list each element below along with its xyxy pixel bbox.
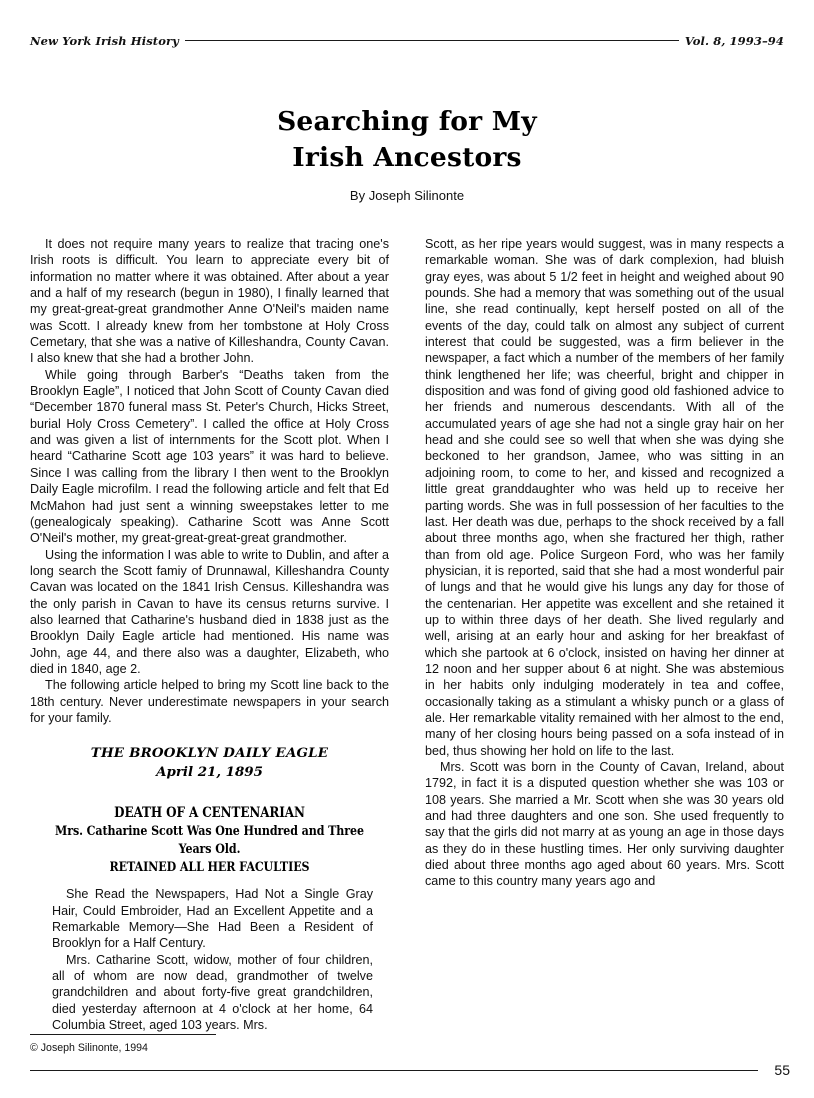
byline: By Joseph Silinonte xyxy=(349,188,465,204)
paragraph: Mrs. Catharine Scott, widow, mother of four children, all of whom are now dead, grandmother of twelve grandchildren and about forty-five great grandchildren, died yesterday afternoon at 4 o'clock at her home, 64 Columbia Street, aged 103 years. Mrs. xyxy=(52,952,373,1033)
newspaper-date: April 21, 1895 xyxy=(156,764,263,781)
paragraph: The following article helped to bring my Scott line back to the 18th century. Never underestimate newspapers in your search for your family. xyxy=(30,678,389,725)
title-block xyxy=(30,104,784,203)
copyright-footnote xyxy=(30,1034,389,1054)
running-head xyxy=(30,32,784,50)
paragraph: Using the information I was able to write to Dublin, and after a long search the Scott famiy of Drunnawal, Killeshandra County Cavan was located on the 1841 Irish Census. Killeshandra was the only parish in Cavan to have its census returns survive. I also learned that Catharine's husband died in 1838 just as the Brooklyn Daily Eagle article had mentioned. His name was John, age 44, and there also was a daughter, Elizabeth, who died in 1840, age 2. xyxy=(30,547,389,676)
paragraph: Scott, as her ripe years would suggest, was in many respects a remarkable woman. She was of dark complexion, had bluish gray eyes, was about 5 1/2 feet in height and weighed about 90 pounds. She had a memory that was something out of the usual line, she read continually, kept herself posted on all of the events of the day, could talk on almost any subject of current interest that could be suggested, was a firm believer in the newspaper, a fact which a number of the members of her family think lengthened her life; was cheerful, bright and chipper in disposition and was fond of giving good old fashioned advice to her friends and numerous descendants. With all of the accumulated years of age she had not a single gray hair on her head and she could see so well that when she was dying she beckoned to her grandson, Jamee, who was sitting in an adjoining room, to come to her, and kissed and recognized a little great granddaughter who was held up to receive her parting words. She was in full possession of her faculties to the last. Her death was due, perhaps to the shock received by a fall about three months ago, when she fractured her thigh, rather than from old age. Police Surgeon Ford, who was her family physician, it is reported, said that she had a most wonderful pair of lungs and that he would give his lungs any day for those of the centenarian. Her appetite was excellent and she retained it up to within three days of her death. She lived regularly and well, arising at an early hour and asking for her breakfast of which she partook at 6 o'clock, insisted on having her dinner at 12 noon and her supper about 6 at night. She was abstemious in her habits only indulging moderately in tea and coffee, occasionally taking as a stimulant a whisky punch or a glass of ale. Her remarkable vitality remained with her almost to the end, many of her closing hours being passed on a sofa instead of in bed, thus showing her hold on life to the last. xyxy=(425,237,784,758)
page-number: 55 xyxy=(774,1062,790,1078)
left-column xyxy=(30,236,389,1036)
paragraph: It does not require many years to realize that tracing one's Irish roots is difficult. You learn to appreciate every bit of information no matter where it was obtained. After about a year and a half of my research (begun in 1980), I finally learned that my great-great-great grandmother Anne O'Neil's maiden name was Scott. I already knew from her tombstone at Holy Cross Cemetary, that she was a native of Killeshandra, County Cavan. I also knew that she had a brother John. xyxy=(30,237,389,366)
page-title xyxy=(30,104,784,176)
paragraph: While going through Barber's “Deaths taken from the Brooklyn Eagle”, I noticed that John Scott of County Cavan died “December 1870 funeral mass St. Peter's Church, Hicks Street, burial Holy Cross Cemetery”. I called the office at Holy Cross and was given a list of internments for the Scott plot. When I heard “Catharine Scott age 103 years” it was hard to believe. Since I was calling from the library I then went to the Brooklyn Daily Eagle microfilm. I read the following article and felt that Ed McMahon had just sent a winning sweepstakes letter to me (genealogicaly speaking). Catharine Scott was Anne Scott O'Neil's mother, my great-great-great-great grandmother. xyxy=(30,367,389,546)
newspaper-kicker: RETAINED ALL HER FACULTIES xyxy=(109,859,310,875)
newspaper-masthead: THE BROOKLYN DAILY EAGLE xyxy=(90,745,329,762)
article-body xyxy=(30,236,784,1036)
footnote-rule xyxy=(30,1034,216,1035)
right-column xyxy=(425,236,784,1036)
journal-name: New York Irish History xyxy=(30,34,179,48)
newspaper-reprint-body xyxy=(30,886,389,1033)
volume-label: Vol. 8, 1993–94 xyxy=(684,34,784,48)
title-line-2: Irish Ancestors xyxy=(292,142,522,174)
footer-rule xyxy=(30,1070,758,1071)
paragraph: Mrs. Scott was born in the County of Cavan, Ireland, about 1792, in fact it is a disputed question whether she was 103 or 108 years. She married a Mr. Scott when she was 30 years old and had three daughters and one son. She used frequently to say that the girls did not marry at as young an age in those days as they do in these hustling times. Her only surviving daughter died about three months ago aged about 60 years. Mrs. Scott came to this country many years ago and xyxy=(425,760,784,889)
newspaper-subhead: Mrs. Catharine Scott Was One Hundred and Three Years Old. xyxy=(55,823,364,857)
page-footer xyxy=(30,1062,790,1078)
running-head-rule xyxy=(185,40,679,41)
copyright-notice: © Joseph Silinonte, 1994 xyxy=(30,1042,148,1054)
title-line-1: Searching for My xyxy=(277,106,537,137)
newspaper-headline: DEATH OF A CENTENARIAN xyxy=(114,805,305,822)
paragraph: She Read the Newspapers, Had Not a Single Gray Hair, Could Embroider, Had an Excellent Appetite and a Remarkable Memory—She Had Been a Resident of Brooklyn for a Half Century. xyxy=(52,887,373,951)
